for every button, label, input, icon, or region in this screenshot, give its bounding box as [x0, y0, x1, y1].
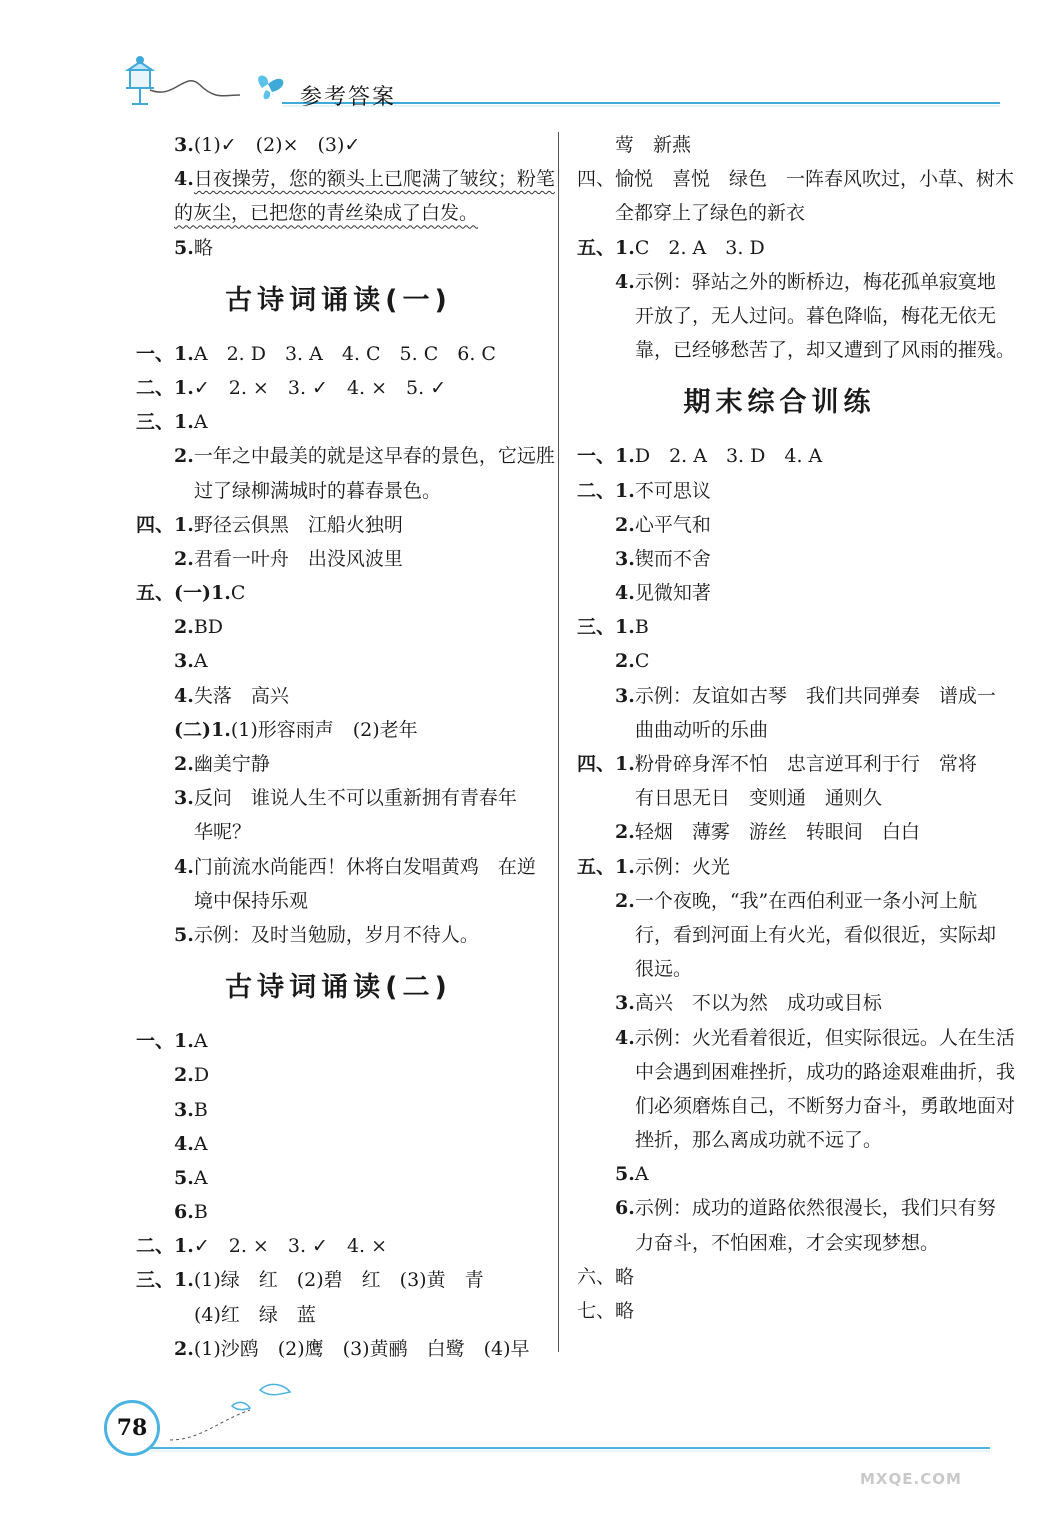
answer-line [136, 1024, 541, 1058]
section-heading: 古诗词诵读(二) [225, 972, 452, 1004]
answer-text: 一年之中最美的就是这早春的景色，它远胜 [193, 445, 555, 468]
section-heading: 古诗词诵读(一) [225, 284, 452, 316]
answer-number: 6. [174, 1201, 194, 1224]
answer-line [577, 265, 996, 299]
answer-number: 一、1. [136, 342, 194, 365]
answer-text: C [230, 582, 246, 605]
answer-text: A [193, 650, 208, 673]
answer-line [577, 231, 982, 265]
answer-line [136, 1195, 541, 1229]
answer-text: (4)红 绿 蓝 [194, 1303, 316, 1326]
column-divider [558, 132, 559, 1352]
answer-text: 行，看到河面上有火光，看似很近，实际却 [635, 923, 997, 946]
answer-number: 2. [615, 650, 635, 673]
answer-text: 的灰尘，已把您的青丝染成了白发。 [174, 202, 479, 225]
answer-number: 五、(一)1. [136, 582, 231, 605]
answer-text: 过了绿柳满城时的暮春景色。 [194, 479, 442, 502]
answer-number: 5. [615, 1163, 635, 1186]
answer-number: 四、1. [136, 513, 194, 536]
answer-text: 华呢？ [194, 821, 252, 844]
answer-text: 野径云俱黑 江船火独明 [193, 513, 403, 536]
answer-text: B [193, 1098, 208, 1121]
answer-text: A [634, 1163, 649, 1186]
answer-number: 5. [174, 923, 194, 946]
answer-text: BD [193, 616, 224, 639]
answer-line [136, 128, 541, 162]
answer-number: 2. [174, 547, 194, 570]
answer-line [577, 1260, 982, 1294]
answer-text: A [193, 411, 208, 434]
answer-line [577, 713, 982, 747]
watermark: MXQE.COM [860, 1470, 962, 1488]
answer-text: ✓ 2. × 3. ✓ 4. × 5. ✓ [193, 376, 447, 399]
answer-number: (二)1. [174, 718, 231, 741]
answer-text: 不可思议 [634, 479, 711, 502]
answer-number: 3. [615, 547, 635, 570]
answer-line [577, 644, 982, 678]
answer-number: 4. [615, 582, 635, 605]
answer-number: 一、1. [577, 445, 635, 468]
answer-text: 们必须磨炼自己，不断努力奋斗，勇敢地面对 [635, 1094, 1016, 1117]
answer-text: (1)形容雨声 (2)老年 [230, 718, 418, 741]
answer-text: ✓ 2. × 3. ✓ 4. × [193, 1235, 388, 1258]
answer-number: 4. [615, 270, 635, 293]
answer-text: 四、愉悦 喜悦 绿色 一阵春风吹过，小草、树木 [577, 168, 1015, 191]
answer-line [136, 679, 541, 713]
answer-text: 见微知著 [634, 582, 711, 605]
answer-line [136, 337, 541, 371]
answer-text: 一个夜晚，“我”在西伯利亚一条小河上航 [634, 889, 978, 912]
answer-text: 高兴 不以为然 成功或目标 [634, 992, 882, 1015]
answer-text: 曲曲动听的乐曲 [635, 718, 769, 741]
answer-text: 轻烟 薄雾 游丝 转眼间 白白 [634, 821, 920, 844]
answer-line [136, 884, 541, 918]
answer-number: 三、1. [136, 1269, 194, 1292]
answer-line [577, 1123, 982, 1157]
answer-text: 心平气和 [634, 513, 711, 536]
answer-text: 莺 新燕 [615, 134, 692, 156]
answer-line [136, 918, 541, 952]
answer-line [136, 1298, 541, 1332]
answer-number: 3. [174, 1098, 194, 1121]
page-footer [0, 1380, 1055, 1536]
answer-text: 开放了，无人过问。暮色降临，梅花无依无 [635, 304, 997, 327]
answer-text: B [634, 616, 649, 639]
answer-text: 失落 高兴 [193, 684, 289, 707]
answer-line [136, 231, 541, 265]
answer-line [136, 1229, 541, 1263]
left-column [136, 128, 555, 1366]
bird-icon [232, 1384, 290, 1409]
answer-text: 示例：驿站之外的断桥边，梅花孤单寂寞地 [634, 270, 996, 293]
answer-line [577, 850, 982, 884]
answer-text: (1)绿 红 (2)碧 红 (3)黄 青 [193, 1269, 484, 1292]
page-number: 78 [104, 1400, 160, 1456]
answer-line [136, 781, 541, 815]
answer-line [577, 333, 1016, 367]
lamp-icon [0, 0, 1055, 115]
answer-text: 挫折，那么离成功就不远了。 [635, 1129, 883, 1152]
answer-number: 二、1. [136, 1235, 194, 1258]
answer-line [577, 1055, 1016, 1089]
page-header [0, 0, 1055, 115]
answer-text: 中会遇到困难挫折，成功的路途艰难曲折，我 [635, 1060, 1016, 1083]
answer-line [577, 1191, 996, 1225]
butterfly-icon [258, 75, 283, 99]
answer-line [136, 474, 541, 508]
answer-line [577, 1294, 982, 1328]
answer-line [577, 508, 982, 542]
answer-text: 日夜操劳，您的额头上已爬满了皱纹；粉笔 [193, 168, 555, 191]
answer-number: 6. [615, 1197, 635, 1220]
answer-line [136, 644, 541, 678]
answer-line [577, 439, 982, 473]
answer-number: 4. [174, 168, 194, 191]
answer-number: 2. [174, 616, 194, 639]
answer-number: 2. [174, 753, 194, 775]
answer-line [136, 162, 555, 196]
answer-text: 示例：成功的道路依然很漫长，我们只有努 [634, 1197, 996, 1220]
answer-line [136, 371, 541, 405]
answer-text: 示例：及时当勉励，岁月不待人。 [193, 923, 479, 946]
answer-text: 粉骨碎身浑不怕 忠言逆耳利于行 常将 [634, 753, 977, 775]
answer-number: 4. [174, 855, 194, 878]
answer-number: 3. [615, 992, 635, 1015]
answer-line [136, 576, 541, 610]
answer-number: 五、1. [577, 855, 635, 878]
answer-number: 4. [615, 1026, 635, 1049]
answer-number: 4. [174, 684, 194, 707]
answer-line [577, 576, 982, 610]
answer-text: 门前流水尚能西！休将白发唱黄鸡 在逆 [193, 855, 536, 878]
answer-text: 反问 谁说人生不可以重新拥有青春年 [193, 787, 517, 810]
answer-text: 锲而不舍 [634, 547, 711, 570]
answer-text: 君看一叶舟 出没风波里 [193, 547, 403, 570]
answer-text: 靠，已经够愁苦了，却又遭到了风雨的摧残。 [635, 339, 1016, 362]
answer-line [577, 679, 996, 713]
answer-line [577, 128, 982, 162]
answer-text: C 2. A 3. D [634, 236, 765, 259]
answer-line [136, 1093, 541, 1127]
answer-line [577, 1089, 1016, 1123]
answer-text: 境中保持乐观 [194, 889, 309, 912]
answer-number: 三、1. [136, 411, 194, 434]
answer-line [577, 1157, 982, 1191]
answer-line [136, 405, 541, 439]
answer-text: 示例：火光看着很近，但实际很远。人在生活 [634, 1026, 1015, 1049]
answer-text: 很远。 [635, 958, 693, 981]
answer-number: 2. [615, 889, 635, 912]
answer-number: 5. [174, 1166, 194, 1189]
answer-number: 4. [174, 1132, 194, 1155]
answer-line [577, 918, 997, 952]
answer-text: 六、略 [577, 1265, 635, 1288]
answer-line [577, 196, 982, 230]
answer-line [577, 884, 982, 918]
answer-line [136, 1058, 541, 1092]
answer-text: A [193, 1030, 208, 1053]
answer-text: D 2. A 3. D 4. A [634, 445, 823, 468]
header-title: 参考答案 [300, 85, 397, 110]
answer-number: 3. [174, 787, 194, 810]
answer-line [136, 713, 541, 747]
answer-line [136, 850, 541, 884]
answer-line [577, 986, 982, 1020]
answer-number: 四、1. [577, 753, 635, 775]
answer-line [136, 815, 541, 849]
answer-text: 七、略 [577, 1300, 635, 1322]
answer-line [577, 610, 982, 644]
answer-number: 2. [174, 1064, 194, 1087]
answer-number: 二、1. [136, 376, 194, 399]
answer-text: A 2. D 3. A 4. C 5. C 6. C [193, 342, 496, 365]
answer-number: 三、1. [577, 616, 635, 639]
answer-text: 全都穿上了绿色的新衣 [615, 202, 806, 225]
answer-text: 示例：友谊如古琴 我们共同弹奏 谱成一 [634, 684, 996, 707]
answer-line [577, 162, 1015, 196]
answer-text: 示例：火光 [634, 855, 730, 878]
answer-line [136, 1263, 541, 1297]
answer-line [136, 610, 541, 644]
answer-line [136, 1332, 541, 1366]
answer-line [577, 1226, 982, 1260]
answer-line [136, 747, 541, 781]
answer-text: 力奋斗，不怕困难，才会实现梦想。 [635, 1231, 940, 1254]
answer-number: 2. [615, 821, 635, 844]
answer-number: 2. [615, 513, 635, 536]
answer-line [577, 474, 982, 508]
answer-line [577, 781, 982, 815]
answer-line [136, 542, 541, 576]
answer-text: A [193, 1166, 208, 1189]
answer-line [136, 508, 541, 542]
answer-number: 二、1. [577, 479, 635, 502]
answer-line [577, 815, 982, 849]
answer-number: 2. [174, 445, 194, 468]
answer-line [577, 747, 982, 781]
answer-number: 3. [174, 650, 194, 673]
answer-number: 3. [174, 134, 194, 156]
answer-line [136, 1127, 541, 1161]
answer-number: 一、1. [136, 1030, 194, 1053]
answer-text: C [634, 650, 650, 673]
answer-number: 3. [615, 684, 635, 707]
answer-text: 幽美宁静 [193, 753, 270, 775]
answer-text: A [193, 1132, 208, 1155]
answer-line [577, 299, 997, 333]
answer-line [136, 439, 555, 473]
answer-text: (1)沙鸥 (2)鹰 (3)黄鹂 白鹭 (4)早 [193, 1337, 530, 1360]
section-heading: 期末综合训练 [683, 387, 876, 419]
answer-text: 略 [193, 236, 213, 259]
answer-line [577, 952, 982, 986]
answer-text: (1)✓ (2)× (3)✓ [193, 134, 361, 156]
answer-number: 5. [174, 236, 194, 259]
answer-line [136, 196, 541, 230]
answer-text: 有日思无日 变则通 通则久 [635, 787, 883, 810]
answer-line [577, 542, 982, 576]
answer-line [577, 1021, 1015, 1055]
answer-text: D [193, 1064, 210, 1087]
right-column [577, 128, 1016, 1328]
answer-line [136, 1161, 541, 1195]
answer-number: 2. [174, 1337, 194, 1360]
answer-text: B [193, 1201, 208, 1224]
footer-decoration [0, 1380, 1055, 1536]
answer-number: 五、1. [577, 236, 635, 259]
